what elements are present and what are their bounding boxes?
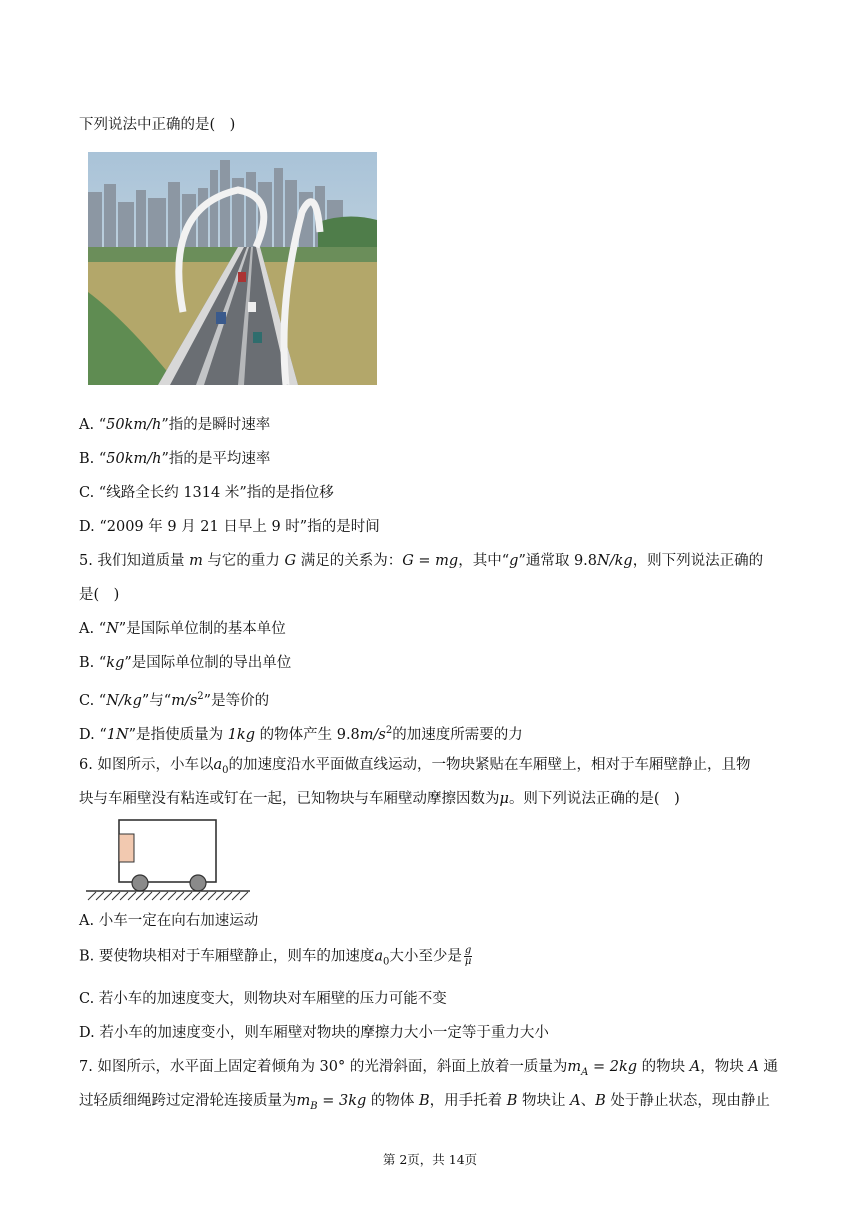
bridge-photo: [88, 152, 377, 385]
q7-stem-line2: 过轻质细绳跨过定滑轮连接质量为$m_B = 3kg$ 的物体 B，用手托着 B 物块让 A、B 处于静止状态，现由静止: [79, 1093, 770, 1112]
q4-option-a: A. “50km/h”指的是瞬时速率: [79, 417, 271, 433]
wheel-left: [132, 875, 148, 891]
q5-option-a: A. “N”是国际单位制的基本单位: [79, 621, 286, 637]
fraction-g-over-mu: $\frac{g}{\mu}$: [464, 945, 472, 967]
q6-option-c: C. 若小车的加速度变大，则物块对车厢壁的压力可能不变: [79, 991, 447, 1007]
page-footer: 第 2页，共 14页: [382, 1152, 478, 1167]
block: [119, 834, 134, 862]
q4-option-d: D. “2009 年 9 月 21 日早上 9 时”指的是时间: [79, 519, 380, 535]
q5-stem-line2: 是( ): [79, 587, 120, 603]
cart-diagram-svg: [82, 812, 254, 904]
q5-option-c: C. “N/kg”与“$m/s^2$”是等价的: [79, 691, 270, 709]
q5-option-b: B. “kg”是国际单位制的导出单位: [79, 655, 292, 671]
intro-line: 下列说法中正确的是( ): [79, 117, 236, 133]
bridge-photo-image: [88, 152, 377, 385]
q6-stem-line2: 块与车厢壁没有粘连或钉在一起，已知物块与车厢壁动摩擦因数为μ。则下列说法正确的是( ): [79, 791, 680, 807]
q4-option-b: B. “50km/h”指的是平均速率: [79, 451, 271, 467]
cart-diagram: [82, 812, 254, 904]
q6-option-b: B. 要使物块相对于车厢壁静止，则车的加速度$a_0$大小至少是 $\frac{g}{\mu}$: [79, 945, 472, 968]
q7-stem-line1: 7. 如图所示，水平面上固定着倾角为 30° 的光滑斜面，斜面上放着一质量为$m_A = 2kg$ 的物块 A，物块 A 通: [79, 1059, 778, 1078]
q6-option-d: D. 若小车的加速度变小，则车厢壁对物块的摩擦力大小一定等于重力大小: [79, 1025, 549, 1041]
q5-stem-line1: 5. 我们知道质量 m 与它的重力 G 满足的关系为：G = mg，其中“g”通常取 9.8N/kg，则下列说法正确的: [79, 553, 764, 569]
q6-option-a: A. 小车一定在向右加速运动: [79, 913, 259, 929]
q4-option-c: C. “线路全长约 1314 米”指的是指位移: [79, 485, 334, 501]
q5-option-d: D. “1N”是指使质量为 1kg 的物体产生 $9.8m/s^2$的加速度所需要的力: [79, 725, 523, 743]
q6-stem-line1: 6. 如图所示，小车以$a_0$的加速度沿水平面做直线运动，一物块紧贴在车厢壁上，相对于车厢壁静止，且物: [79, 757, 751, 776]
wheel-right: [190, 875, 206, 891]
